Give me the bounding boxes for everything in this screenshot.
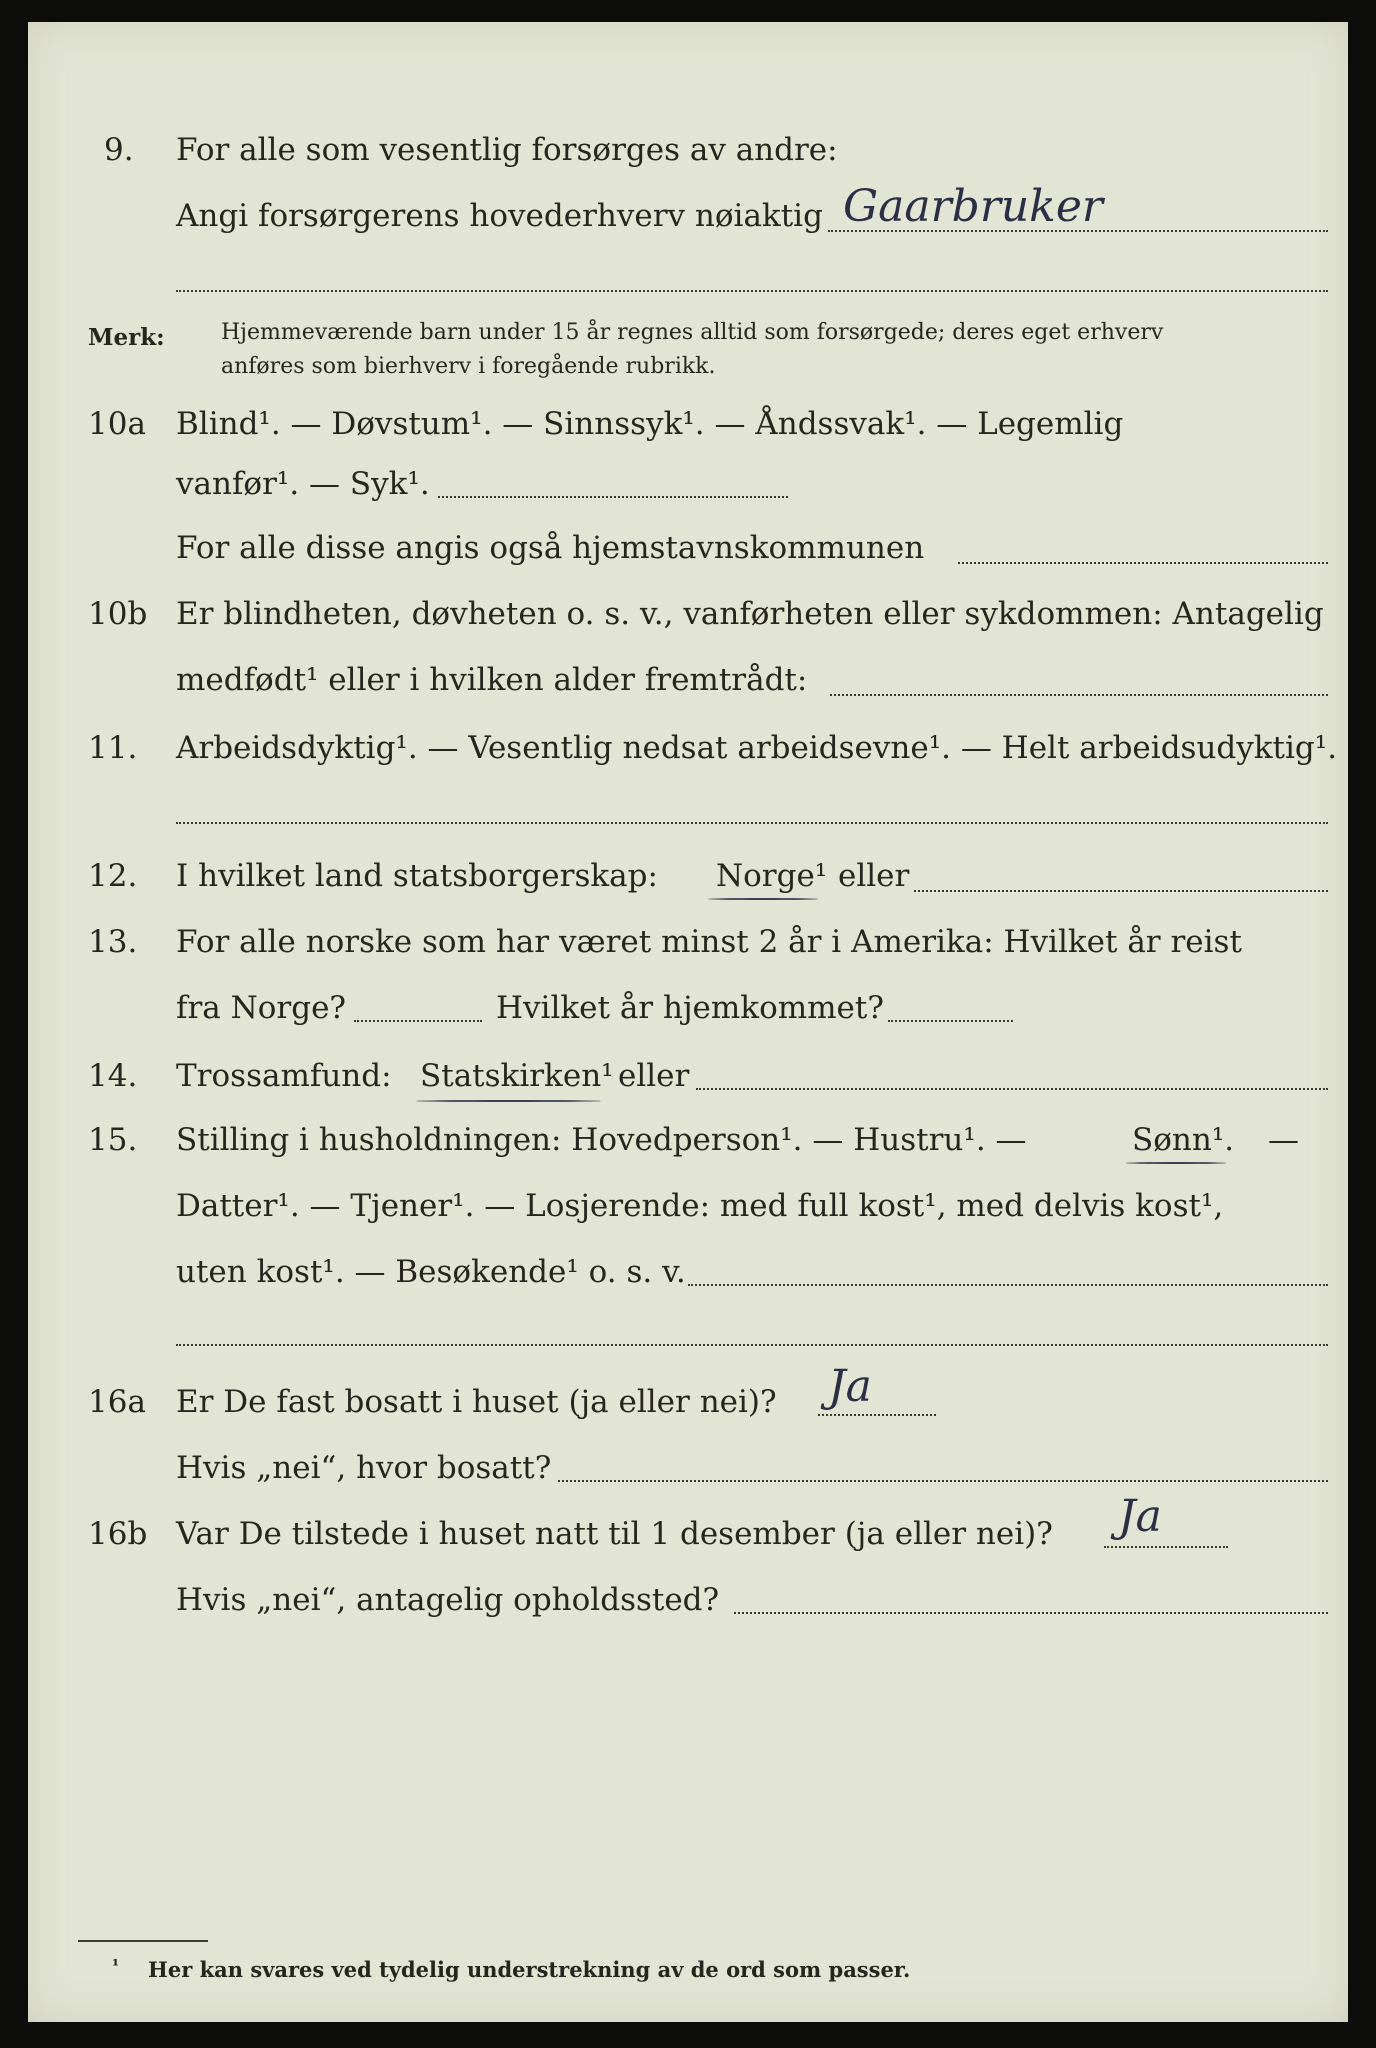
footnote-rule — [78, 1940, 208, 1942]
census-form-page — [28, 22, 1348, 2022]
q16b-opholdssted-line[interactable] — [734, 1612, 1328, 1614]
q12-number: 12. — [88, 858, 138, 894]
q9-line2: Angi forsørgerens hovederhverv nøiaktig — [176, 198, 823, 234]
q15-sonn-option[interactable]: Sønn¹. — [1132, 1122, 1235, 1158]
q9-extra-line[interactable] — [176, 290, 1328, 292]
q12-norge-underline — [708, 898, 818, 900]
q16a-line1: Er De fast bosatt i huset (ja eller nei)? — [176, 1384, 777, 1420]
q15-line1b: — — [1268, 1122, 1299, 1158]
q10b-alder-line[interactable] — [830, 694, 1328, 696]
q16b-line1: Var De tilstede i huset natt til 1 desember (ja eller nei)? — [176, 1516, 1053, 1552]
q12-text-a: I hvilket land statsborgerskap: — [176, 858, 658, 894]
q10b-number: 10b — [88, 596, 148, 632]
q14-text-a: Trossamfund: — [176, 1058, 392, 1094]
q10a-line2: vanfør¹. — Syk¹. — [176, 466, 430, 502]
q11-line1: Arbeidsdyktig¹. — Vesentlig nedsat arbeidsevne¹. — Helt arbeidsudyktig¹. — [176, 730, 1338, 766]
q10a-number: 10a — [88, 406, 146, 442]
q14-number: 14. — [88, 1058, 138, 1094]
q9-line1: For alle som vesentlig forsørges av andre: — [176, 132, 838, 168]
q12-answer-line[interactable] — [914, 890, 1328, 892]
q13-line2b: Hvilket år hjemkommet? — [496, 990, 884, 1026]
q12-norge-option[interactable]: Norge¹ — [716, 858, 828, 894]
footnote-text: Her kan svares ved tydelig understrekning av de ord som passer. — [148, 1957, 911, 1982]
q13-line1: For alle norske som har været minst 2 år i Amerika: Hvilket år reist — [176, 924, 1242, 960]
q10a-hjemstavn-line[interactable] — [958, 562, 1328, 564]
q15-answer-line[interactable] — [688, 1284, 1328, 1286]
q11-number: 11. — [88, 730, 138, 766]
q16b-answer-line[interactable] — [1104, 1546, 1228, 1548]
q16b-handwritten-answer: Ja — [1118, 1491, 1162, 1542]
q15-sonn-underline — [1126, 1162, 1226, 1164]
q15-line3: uten kost¹. — Besøkende¹ o. s. v. — [176, 1254, 686, 1290]
q15-number: 15. — [88, 1122, 138, 1158]
q16a-bosatt-line[interactable] — [558, 1480, 1328, 1482]
q13-reist-line[interactable] — [354, 1020, 482, 1022]
q13-line2a: fra Norge? — [176, 990, 347, 1026]
q14-statskirken-option[interactable]: Statskirken¹ — [420, 1058, 614, 1094]
q9-handwritten-answer: Gaarbruker — [843, 181, 1103, 232]
q11-answer-line[interactable] — [176, 822, 1328, 824]
merk-line1: Hjemmeværende barn under 15 år regnes alltid som forsørgede; deres eget erhverv — [221, 320, 1164, 345]
q16b-line2: Hvis „nei“, antagelig opholdssted? — [176, 1582, 720, 1618]
q15-extra-line[interactable] — [176, 1344, 1328, 1346]
q15-line1a: Stilling i husholdningen: Hovedperson¹. — Hustru¹. — — [176, 1122, 1027, 1158]
q16a-handwritten-answer: Ja — [828, 1361, 872, 1412]
q15-line2: Datter¹. — Tjener¹. — Losjerende: med full kost¹, med delvis kost¹, — [176, 1188, 1224, 1224]
q16b-number: 16b — [88, 1516, 148, 1552]
footnote-mark: ¹ — [112, 1956, 120, 1975]
q10b-line2: medfødt¹ eller i hvilken alder fremtrådt: — [176, 662, 808, 698]
q10b-line1: Er blindheten, døvheten o. s. v., vanførheten eller sykdommen: Antagelig — [176, 596, 1324, 632]
q14-text-b: eller — [618, 1058, 690, 1094]
merk-label: Merk: — [88, 324, 165, 351]
q14-answer-line[interactable] — [696, 1088, 1328, 1090]
q14-statskirken-underline — [416, 1100, 601, 1102]
q16a-line2: Hvis „nei“, hvor bosatt? — [176, 1450, 552, 1486]
merk-line2: anføres som bierhverv i foregående rubrikk. — [221, 354, 716, 379]
q13-number: 13. — [88, 924, 138, 960]
q12-text-b: eller — [838, 858, 910, 894]
q16a-answer-line[interactable] — [818, 1414, 936, 1416]
q10a-line1: Blind¹. — Døvstum¹. — Sinnssyk¹. — Åndssvak¹. — Legemlig — [176, 406, 1124, 442]
q10a-line3: For alle disse angis også hjemstavnskommunen — [176, 530, 925, 566]
q16a-number: 16a — [88, 1384, 146, 1420]
q10a-syk-line[interactable] — [438, 496, 788, 498]
q9-number: 9. — [104, 132, 134, 168]
q13-hjemkommet-line[interactable] — [888, 1020, 1013, 1022]
